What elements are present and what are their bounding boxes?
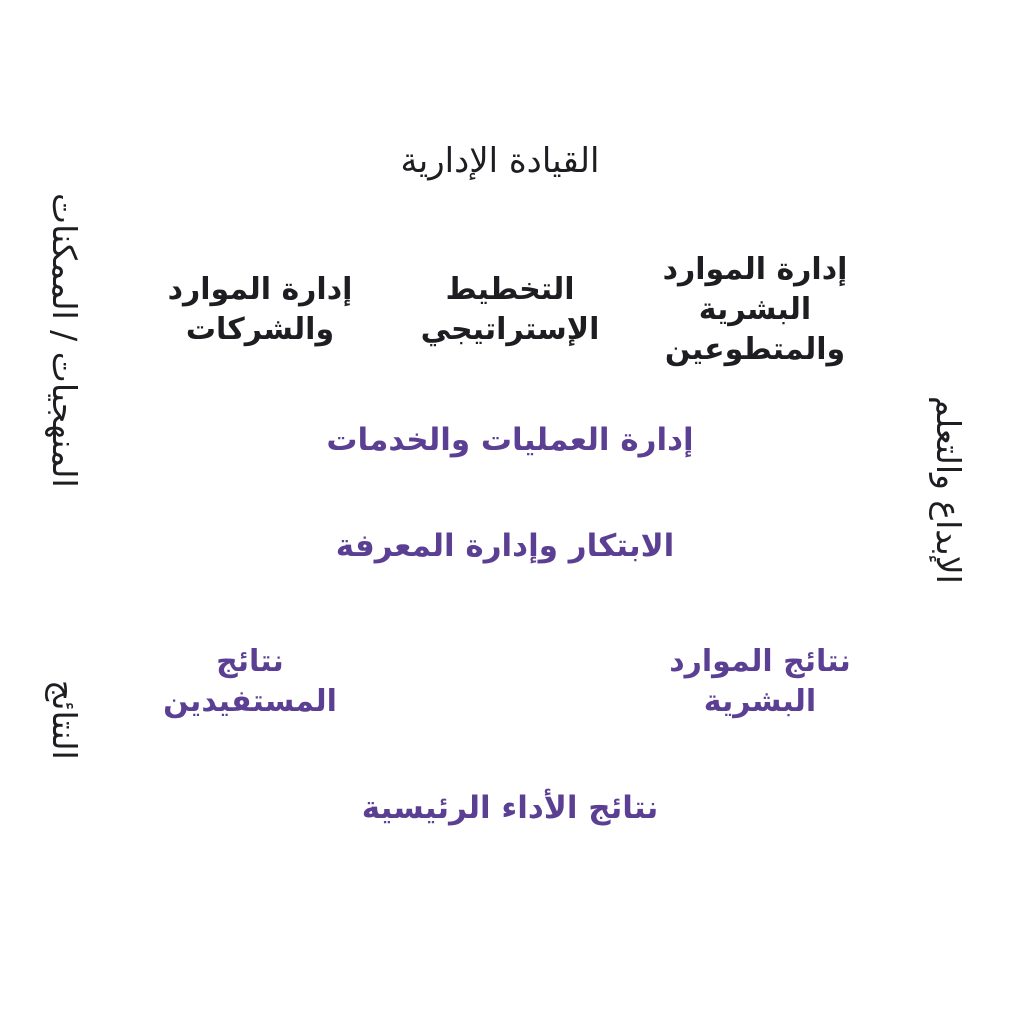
- strategic-planning-line-2: الإستراتيجي: [420, 312, 600, 347]
- hr-volunteers-line-1: إدارة الموارد: [662, 252, 848, 287]
- resources-partners-line-1: إدارة الموارد: [167, 272, 353, 307]
- hr-results-line-1: نتائج الموارد: [669, 644, 851, 679]
- strategic-planning-line-1: التخطيط: [445, 272, 575, 307]
- operations-services-label: إدارة العمليات والخدمات: [326, 422, 694, 458]
- strategic-planning-label: [395, 270, 625, 350]
- hr-volunteers-line-2: البشرية: [698, 292, 812, 327]
- resources-partners-line-2: والشركات: [185, 312, 335, 347]
- key-performance-results-label: نتائج الأداء الرئيسية: [361, 790, 659, 826]
- hr-volunteers-label: [640, 250, 870, 370]
- beneficiary-results-line-2: المستفيدين: [163, 684, 337, 719]
- resources-partners-label: [145, 270, 375, 350]
- results-side-label: النتائج: [45, 680, 84, 760]
- leadership-label: القيادة الإدارية: [400, 141, 600, 181]
- hr-results-label: [640, 642, 880, 722]
- beneficiary-results-label: [130, 642, 370, 722]
- enablers-side-label: المنهجيات / الممكنات: [45, 192, 84, 488]
- hr-volunteers-line-3: والمتطوعين: [664, 332, 846, 367]
- beneficiary-results-line-1: نتائج: [216, 644, 284, 679]
- learning-side-label: الإبداع والتعلم: [929, 396, 968, 584]
- hr-results-line-2: البشرية: [703, 684, 817, 719]
- innovation-knowledge-label: الابتكار وإدارة المعرفة: [335, 528, 675, 564]
